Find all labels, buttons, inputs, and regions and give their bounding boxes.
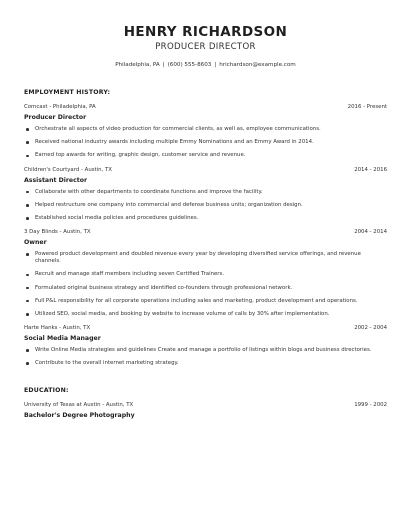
job-company: Harte Hanks - Austin, TX: [24, 325, 91, 332]
list-item: [24, 152, 387, 159]
list-item: [24, 139, 387, 146]
bullet-text: Utilized SEO, social media, and booking by website to increase volume of calls by 30% after implementation.: [35, 310, 330, 317]
job-dates: 2014 - 2016: [354, 166, 387, 173]
job-bullets: [24, 189, 387, 222]
job-company: Children's Courtyard - Austin, TX: [24, 166, 113, 173]
job-entry: [24, 103, 387, 159]
bullet-text: Established social media policies and procedures guidelines.: [35, 214, 199, 221]
employment-heading: EMPLOYMENT HISTORY:: [24, 89, 111, 96]
job-company: Comcast - Philadelphia, PA: [24, 104, 96, 110]
bullet-icon: [26, 253, 29, 256]
bullet-icon: [26, 313, 29, 316]
job-role: Producer Director: [24, 114, 87, 121]
contact-line: [24, 61, 387, 69]
bullet-icon: [26, 300, 29, 303]
bullet-text: Full P&L responsibility for all corporate operations including sales and marketing, product development and operations.: [35, 297, 358, 304]
job-bullets: [24, 126, 387, 159]
list-item: [24, 311, 387, 318]
job-meta: [24, 166, 387, 174]
bullet-icon: [26, 349, 29, 352]
bullet-text: Contribute to the overall internet marketing strategy.: [35, 360, 179, 367]
job-meta: [24, 324, 387, 332]
job-role: Social Media Manager: [24, 335, 101, 343]
bullet-icon: [26, 204, 29, 207]
job-role: Owner: [24, 239, 47, 247]
bullet-icon: [26, 128, 29, 131]
list-item: [24, 202, 387, 209]
list-item: [24, 360, 387, 367]
bullet-text: Received national industry awards including multiple Emmy Nominations and an Emmy Award in 2014.: [35, 139, 314, 146]
separator: |: [214, 62, 217, 68]
education-heading: EDUCATION:: [24, 387, 69, 395]
list-item: [24, 347, 387, 354]
job-entry: [24, 324, 387, 367]
bullet-text: Formulated original business strategy and identified co-founders through professional network.: [35, 284, 293, 291]
list-item: [24, 271, 387, 278]
bullet-text: Recruit and manage staff members including seven Certified Trainers.: [35, 271, 225, 278]
bullet-icon: [26, 362, 29, 365]
list-item: [24, 298, 387, 305]
phone: (600) 555-8603: [167, 62, 212, 68]
job-meta: [24, 103, 387, 111]
bullet-icon: [26, 191, 29, 194]
bullet-icon: [26, 141, 29, 144]
job-company: 3 Day Blinds - Austin, TX: [24, 229, 91, 236]
list-item: [24, 251, 387, 265]
bullet-icon: [26, 287, 29, 290]
job-dates: 2004 - 2014: [354, 229, 387, 236]
bullet-text: Helped restructure one company into commercial and defense business units; organization design.: [35, 201, 303, 208]
job-bullets: [24, 347, 387, 367]
education-dates: 1999 - 2002: [354, 402, 387, 409]
job-dates: 2016 - Present: [347, 104, 387, 110]
candidate-title: PRODUCER DIRECTOR: [155, 42, 256, 52]
list-item: [24, 215, 387, 222]
separator: |: [162, 62, 165, 68]
bullet-icon: [26, 274, 29, 277]
email[interactable]: hrichardson@example.com: [219, 62, 296, 68]
list-item: [24, 126, 387, 133]
bullet-text: Powered product development and doubled revenue every year by developing diversified service offerings, and revenue channels.: [35, 251, 361, 265]
education-meta: [24, 401, 387, 409]
candidate-name: HENRY RICHARDSON: [123, 24, 288, 40]
job-entry: [24, 228, 387, 318]
bullet-text: Earned top awards for writing, graphic design, customer service and revenue.: [35, 152, 246, 159]
degree: Bachelor's Degree Photography: [24, 412, 135, 420]
job-role: Assistant Director: [24, 176, 88, 184]
school-name: University of Texas at Austin - Austin, TX: [24, 402, 134, 409]
job-bullets: [24, 251, 387, 318]
bullet-icon: [26, 155, 29, 158]
job-entry: [24, 166, 387, 222]
location: Philadelphia, PA: [115, 62, 160, 68]
job-dates: 2002 - 2004: [354, 325, 387, 332]
bullet-text: Write Online Media strategies and guidelines Create and manage a portfolio of listings within blogs and business directories.: [35, 347, 372, 354]
education-entry: [24, 401, 387, 420]
list-item: [24, 189, 387, 196]
bullet-icon: [26, 217, 29, 220]
list-item: [24, 285, 387, 292]
job-meta: [24, 228, 387, 236]
bullet-text: Orchestrate all aspects of video production for commercial clients, as well as, employee communications.: [35, 126, 321, 132]
bullet-text: Collaborate with other departments to coordinate functions and improve the facility.: [35, 188, 263, 195]
